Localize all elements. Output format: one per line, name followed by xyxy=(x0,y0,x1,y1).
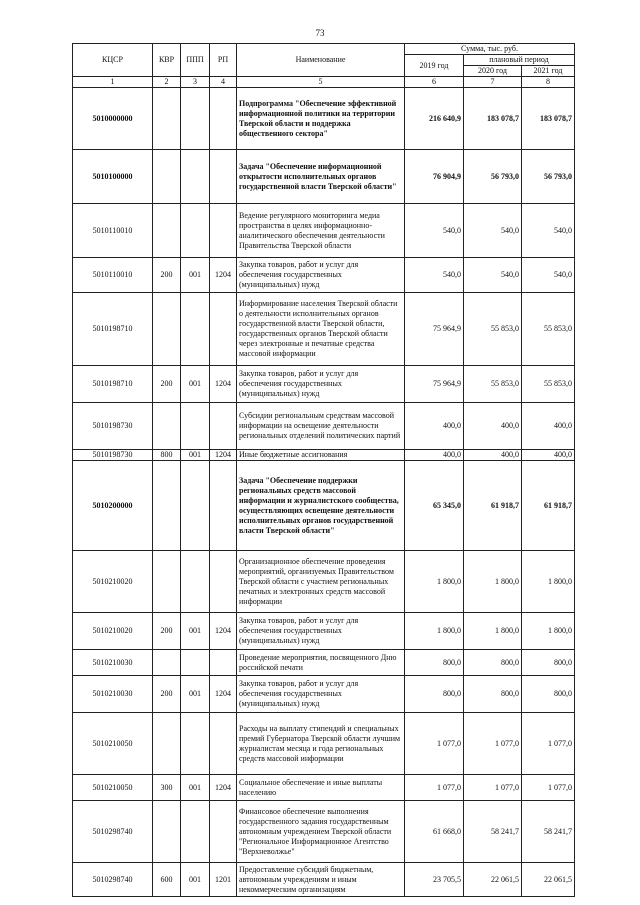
row-name: Информирование населения Тверской области о деятельности исполнительных органов государственной власти Тверской области, государственных органов Тверской области через электронные и печатные средства массовой информации xyxy=(237,293,405,366)
row-kcsr: 5010200000 xyxy=(73,461,153,551)
row-value-2021: 183 078,7 xyxy=(522,88,575,150)
row-name: Закупка товаров, работ и услуг для обеспечения государственных (муниципальных) нужд xyxy=(237,676,405,713)
row-value-2020: 800,0 xyxy=(464,676,522,713)
row-value-2019: 1 800,0 xyxy=(405,551,464,613)
row-value-2020: 1 800,0 xyxy=(464,613,522,650)
table-row xyxy=(73,801,575,863)
row-ppp xyxy=(181,204,210,258)
row-ppp xyxy=(181,403,210,450)
row-kcsr: 5010210050 xyxy=(73,713,153,775)
budget-table xyxy=(72,43,575,897)
row-value-2019: 800,0 xyxy=(405,650,464,676)
row-rp: 1204 xyxy=(210,450,237,461)
table-row xyxy=(73,150,575,204)
row-kcsr: 5010198710 xyxy=(73,293,153,366)
row-ppp: 001 xyxy=(181,863,210,897)
row-value-2020: 183 078,7 xyxy=(464,88,522,150)
table-row xyxy=(73,650,575,676)
row-value-2019: 75 964,9 xyxy=(405,366,464,403)
row-value-2020: 1 077,0 xyxy=(464,775,522,801)
row-value-2020: 55 853,0 xyxy=(464,293,522,366)
table-row xyxy=(73,88,575,150)
row-ppp: 001 xyxy=(181,775,210,801)
row-kcsr: 5010210020 xyxy=(73,613,153,650)
row-name: Закупка товаров, работ и услуг для обеспечения государственных (муниципальных) нужд xyxy=(237,613,405,650)
table-row xyxy=(73,713,575,775)
table-row xyxy=(73,676,575,713)
table-row xyxy=(73,293,575,366)
column-index: 8 xyxy=(522,77,575,88)
row-kvr xyxy=(153,150,181,204)
row-value-2020: 400,0 xyxy=(464,403,522,450)
column-index: 2 xyxy=(153,77,181,88)
header-planned-period: плановый период xyxy=(464,55,575,66)
row-kcsr: 5010100000 xyxy=(73,150,153,204)
row-kvr xyxy=(153,801,181,863)
row-value-2020: 400,0 xyxy=(464,450,522,461)
row-value-2021: 58 241,7 xyxy=(522,801,575,863)
row-value-2019: 65 345,0 xyxy=(405,461,464,551)
row-name: Задача "Обеспечение информационной открытости исполнительных органов государственной власти Тверской области" xyxy=(237,150,405,204)
row-rp xyxy=(210,801,237,863)
row-rp xyxy=(210,551,237,613)
row-value-2020: 58 241,7 xyxy=(464,801,522,863)
row-name: Организационное обеспечение проведения мероприятий, организуемых Правительством Тверской области с участием региональных печатных и электронных средств массовой информации xyxy=(237,551,405,613)
table-row xyxy=(73,613,575,650)
row-kvr: 200 xyxy=(153,258,181,293)
row-ppp xyxy=(181,713,210,775)
row-kvr: 200 xyxy=(153,676,181,713)
row-kcsr: 5010198730 xyxy=(73,403,153,450)
row-rp: 1204 xyxy=(210,676,237,713)
row-value-2019: 540,0 xyxy=(405,258,464,293)
row-rp xyxy=(210,403,237,450)
row-value-2019: 1 077,0 xyxy=(405,713,464,775)
row-name: Расходы на выплату стипендий и специальных премий Губернатора Тверской области лучшим журналистам месяца и года региональных средств массовой информации xyxy=(237,713,405,775)
row-kcsr: 5010210020 xyxy=(73,551,153,613)
row-rp xyxy=(210,293,237,366)
row-value-2021: 55 853,0 xyxy=(522,366,575,403)
row-rp: 1201 xyxy=(210,863,237,897)
row-kvr xyxy=(153,551,181,613)
row-value-2020: 1 077,0 xyxy=(464,713,522,775)
row-value-2020: 540,0 xyxy=(464,258,522,293)
row-ppp: 001 xyxy=(181,258,210,293)
row-rp xyxy=(210,461,237,551)
row-ppp: 001 xyxy=(181,676,210,713)
row-value-2021: 400,0 xyxy=(522,403,575,450)
header-ppp: ППП xyxy=(181,44,210,77)
row-ppp: 001 xyxy=(181,613,210,650)
row-ppp xyxy=(181,801,210,863)
row-kvr xyxy=(153,403,181,450)
row-kcsr: 5010298740 xyxy=(73,863,153,897)
row-name: Закупка товаров, работ и услуг для обеспечения государственных (муниципальных) нужд xyxy=(237,258,405,293)
header-kcsr: КЦСР xyxy=(73,44,153,77)
row-value-2021: 56 793,0 xyxy=(522,150,575,204)
row-name: Ведение регулярного мониторинга медиа пространства в целях информационно-аналитического обеспечения деятельности Правительства Тверской области xyxy=(237,204,405,258)
row-name: Подпрограмма "Обеспечение эффективной информационной политики на территории Тверской области и поддержка общественного сектора" xyxy=(237,88,405,150)
column-index: 1 xyxy=(73,77,153,88)
row-rp xyxy=(210,204,237,258)
row-kvr: 300 xyxy=(153,775,181,801)
row-value-2020: 56 793,0 xyxy=(464,150,522,204)
row-rp xyxy=(210,713,237,775)
row-kcsr: 5010000000 xyxy=(73,88,153,150)
row-name: Финансовое обеспечение выполнения государственного задания государственным автономным учреждением Тверской области "Региональное Информационное Агентство "Верхневолжье" xyxy=(237,801,405,863)
header-2020: 2020 год xyxy=(464,66,522,77)
row-value-2019: 400,0 xyxy=(405,403,464,450)
row-value-2021: 55 853,0 xyxy=(522,293,575,366)
row-kcsr: 5010110010 xyxy=(73,258,153,293)
budget-table-body xyxy=(73,88,575,897)
row-ppp xyxy=(181,293,210,366)
row-value-2021: 400,0 xyxy=(522,450,575,461)
table-row xyxy=(73,403,575,450)
row-value-2020: 22 061,5 xyxy=(464,863,522,897)
row-name: Иные бюджетные ассигнования xyxy=(237,450,405,461)
header-sum: Сумма, тыс. руб. xyxy=(405,44,575,55)
row-value-2019: 400,0 xyxy=(405,450,464,461)
row-ppp xyxy=(181,88,210,150)
row-kvr xyxy=(153,88,181,150)
row-kvr: 800 xyxy=(153,450,181,461)
row-name: Субсидии региональным средствам массовой информации на освещение деятельности региональных отделений политических партий xyxy=(237,403,405,450)
row-value-2021: 1 077,0 xyxy=(522,713,575,775)
table-row xyxy=(73,551,575,613)
table-row xyxy=(73,258,575,293)
row-name: Предоставление субсидий бюджетным, автономным учреждениям и иным некоммерческим организациям xyxy=(237,863,405,897)
row-value-2020: 800,0 xyxy=(464,650,522,676)
row-kvr xyxy=(153,461,181,551)
header-2019: 2019 год xyxy=(405,55,464,77)
row-value-2021: 61 918,7 xyxy=(522,461,575,551)
row-rp xyxy=(210,650,237,676)
row-ppp: 001 xyxy=(181,366,210,403)
row-kvr: 200 xyxy=(153,366,181,403)
row-rp xyxy=(210,88,237,150)
row-kvr: 600 xyxy=(153,863,181,897)
header-kvr: КВР xyxy=(153,44,181,77)
row-rp: 1204 xyxy=(210,775,237,801)
table-row xyxy=(73,863,575,897)
row-kvr xyxy=(153,650,181,676)
row-value-2019: 800,0 xyxy=(405,676,464,713)
column-index-row xyxy=(73,77,575,88)
table-row xyxy=(73,204,575,258)
row-value-2021: 1 077,0 xyxy=(522,775,575,801)
row-value-2021: 1 800,0 xyxy=(522,613,575,650)
row-value-2019: 61 668,0 xyxy=(405,801,464,863)
header-name: Наименование xyxy=(237,44,405,77)
row-kcsr: 5010298740 xyxy=(73,801,153,863)
row-value-2020: 1 800,0 xyxy=(464,551,522,613)
row-name: Закупка товаров, работ и услуг для обеспечения государственных (муниципальных) нужд xyxy=(237,366,405,403)
table-row xyxy=(73,461,575,551)
row-value-2021: 800,0 xyxy=(522,650,575,676)
table-row xyxy=(73,366,575,403)
row-ppp: 001 xyxy=(181,450,210,461)
row-ppp xyxy=(181,461,210,551)
row-rp xyxy=(210,150,237,204)
column-index: 6 xyxy=(405,77,464,88)
row-value-2021: 540,0 xyxy=(522,258,575,293)
row-kvr: 200 xyxy=(153,613,181,650)
footer-scan-line xyxy=(84,896,564,901)
row-ppp xyxy=(181,551,210,613)
row-value-2021: 800,0 xyxy=(522,676,575,713)
header-rp: РП xyxy=(210,44,237,77)
row-value-2019: 1 077,0 xyxy=(405,775,464,801)
row-value-2021: 1 800,0 xyxy=(522,551,575,613)
row-value-2019: 23 705,5 xyxy=(405,863,464,897)
header-2021: 2021 год xyxy=(522,66,575,77)
row-value-2021: 540,0 xyxy=(522,204,575,258)
table-row xyxy=(73,775,575,801)
row-kvr xyxy=(153,713,181,775)
row-value-2020: 540,0 xyxy=(464,204,522,258)
row-value-2021: 22 061,5 xyxy=(522,863,575,897)
row-ppp xyxy=(181,650,210,676)
row-rp: 1204 xyxy=(210,613,237,650)
row-name: Социальное обеспечение и иные выплаты населению xyxy=(237,775,405,801)
row-kcsr: 5010210030 xyxy=(73,676,153,713)
row-name: Задача "Обеспечение поддержки региональных средств массовой информации и журналистского сообщества, осуществляющих освещение деятельности исполнительных органов государственной власти Тверской области" xyxy=(237,461,405,551)
row-kcsr: 5010198730 xyxy=(73,450,153,461)
row-kcsr: 5010210030 xyxy=(73,650,153,676)
column-index: 5 xyxy=(237,77,405,88)
column-index: 3 xyxy=(181,77,210,88)
row-name: Проведение мероприятия, посвященного Дню российской печати xyxy=(237,650,405,676)
row-value-2019: 1 800,0 xyxy=(405,613,464,650)
row-ppp xyxy=(181,150,210,204)
row-rp: 1204 xyxy=(210,258,237,293)
row-value-2019: 75 964,9 xyxy=(405,293,464,366)
row-kcsr: 5010110010 xyxy=(73,204,153,258)
row-kcsr: 5010198710 xyxy=(73,366,153,403)
row-kvr xyxy=(153,204,181,258)
table-row xyxy=(73,450,575,461)
column-index: 7 xyxy=(464,77,522,88)
row-value-2019: 216 640,9 xyxy=(405,88,464,150)
row-rp: 1204 xyxy=(210,366,237,403)
row-value-2019: 76 904,9 xyxy=(405,150,464,204)
row-kvr xyxy=(153,293,181,366)
row-value-2020: 61 918,7 xyxy=(464,461,522,551)
row-value-2019: 540,0 xyxy=(405,204,464,258)
page-number: 73 xyxy=(315,28,325,38)
column-index: 4 xyxy=(210,77,237,88)
row-kcsr: 5010210050 xyxy=(73,775,153,801)
row-value-2020: 55 853,0 xyxy=(464,366,522,403)
